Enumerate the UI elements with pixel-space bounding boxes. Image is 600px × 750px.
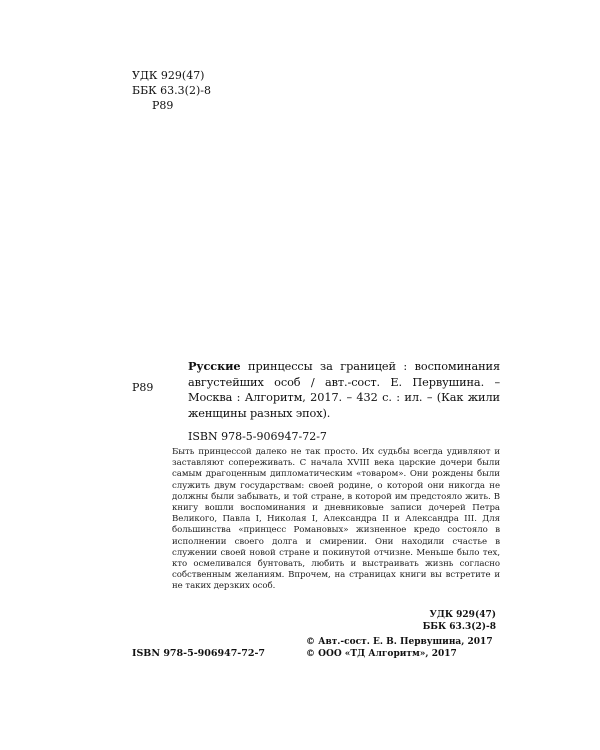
bbk-code: ББК 63.3(2)-8: [132, 84, 211, 97]
copyright-block: [306, 636, 493, 660]
udk-code-bottom: УДК 929(47): [429, 610, 496, 620]
isbn-bottom: ISBN 978-5-906947-72-7: [132, 648, 266, 659]
description-body: принцессы за границей : воспоминания августейших особ / авт.-сост. Е. Первушина. – Москва : Алгоритм, 2017. – 432 с. : ил. – (Как жили женщины разных эпох).: [188, 360, 500, 420]
catalog-codes-top: [132, 68, 211, 113]
title-lead-word: Русские: [188, 359, 241, 373]
udk-code: УДК 929(47): [132, 69, 205, 82]
catalog-codes-bottom: [423, 609, 496, 633]
isbn-line: ISBN 978-5-906947-72-7: [188, 430, 327, 443]
bibliographic-description: [188, 359, 500, 421]
copyright-publisher: © ООО «ТД Алгоритм», 2017: [306, 649, 457, 659]
author-mark-left: Р89: [132, 381, 154, 394]
copyright-author: © Авт.-сост. Е. В. Первушина, 2017: [306, 637, 493, 647]
annotation-text: Быть принцессой далеко не так просто. Их судьбы всегда удивляют и заставляют сопереживать. С начала XVIII века царские дочери были самым драгоценным дипломатическим «товаром». Они рождены были служить двум государствам: своей родине, о которой они никогда не должны были забывать, и той стране, в которой им предстояло жить. В книгу вошли воспоминания и дневниковые записи дочерей Петра Великого, Павла I, Николая I, Александра II и Александра III. Для большинства «принцесс Романовых» жизненное кредо состояло в исполнении своего долга и смирении. Они находили счастье в служении своей новой стране и покинутой отчизне. Меньше было тех, кто осмеливался бунтовать, любить и выстраивать жизнь согласно собственным желаниям. Впрочем, на страницах книги вы встретите и не таких дерзких особ.: [172, 447, 500, 592]
author-mark: Р89: [152, 99, 174, 112]
bbk-code-bottom: ББК 63.3(2)-8: [422, 622, 496, 632]
